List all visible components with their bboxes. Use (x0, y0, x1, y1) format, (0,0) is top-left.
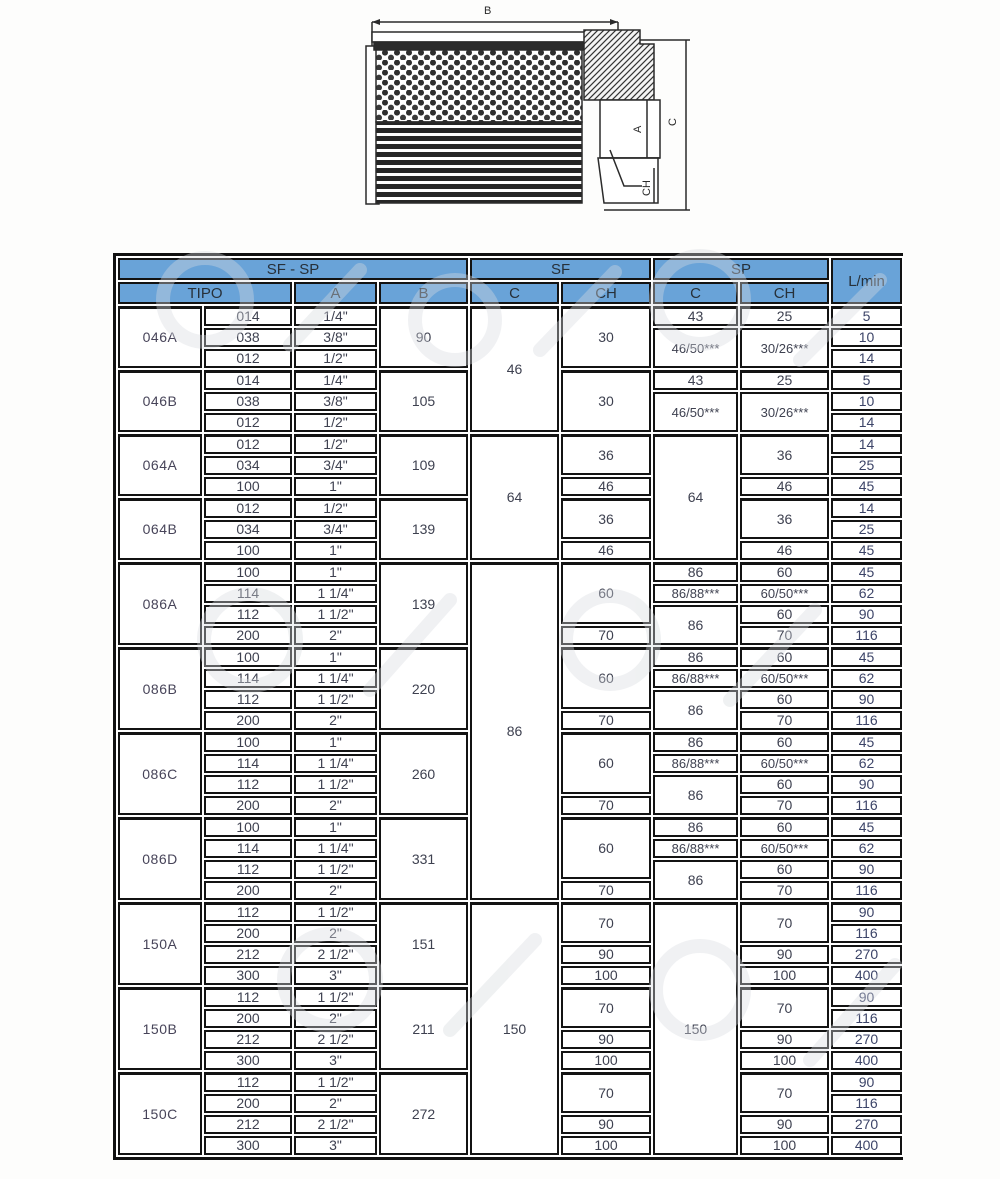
sp-ch-cell: 60 (740, 605, 829, 624)
thread-size-cell: 1 1/2" (294, 860, 377, 879)
sf-ch-cell: 36 (561, 434, 651, 475)
flow-rate-cell: 90 (831, 987, 902, 1007)
sp-ch-cell: 46 (740, 541, 829, 560)
sf-ch-cell: 60 (561, 817, 651, 879)
sp-c-cell: 86 (653, 605, 738, 645)
part-code-cell: 100 (204, 477, 292, 496)
thread-size-cell: 2 1/2" (294, 1030, 377, 1049)
sp-ch-cell: 100 (740, 966, 829, 985)
flow-rate-cell: 270 (831, 945, 902, 964)
sp-c-cell: 46/50*** (653, 392, 738, 432)
thread-size-cell: 1/2" (294, 498, 377, 518)
thread-size-cell: 3/8" (294, 392, 377, 411)
sp-c-cell: 86/88*** (653, 754, 738, 773)
sp-c-cell: 86 (653, 562, 738, 582)
col-header-c-sf: C (470, 282, 559, 304)
thread-size-cell: 1" (294, 477, 377, 496)
part-code-cell: 100 (204, 647, 292, 667)
sf-ch-cell: 70 (561, 711, 651, 730)
sp-ch-cell: 60 (740, 775, 829, 794)
flow-rate-cell: 90 (831, 605, 902, 624)
tipo-cell: 150B (118, 987, 202, 1070)
sp-ch-cell: 60/50*** (740, 754, 829, 773)
flow-rate-cell: 116 (831, 1094, 902, 1113)
thread-size-cell: 1 1/2" (294, 690, 377, 709)
thread-size-cell: 1/2" (294, 434, 377, 454)
filter-mesh-screen (376, 50, 582, 122)
sf-c-cell: 64 (470, 434, 559, 560)
part-code-cell: 112 (204, 1072, 292, 1092)
part-code-cell: 038 (204, 328, 292, 347)
part-code-cell: 112 (204, 860, 292, 879)
group-header-sf: SF (470, 258, 651, 280)
sp-ch-cell: 100 (740, 1136, 829, 1155)
length-b-cell: 139 (379, 498, 468, 560)
tipo-cell: 086B (118, 647, 202, 730)
sp-ch-cell: 60/50*** (740, 584, 829, 603)
part-code-cell: 112 (204, 775, 292, 794)
tipo-cell: 064A (118, 434, 202, 496)
flow-rate-cell: 14 (831, 413, 902, 432)
thread-size-cell: 1/2" (294, 349, 377, 368)
thread-size-cell: 1 1/2" (294, 902, 377, 922)
length-b-cell: 331 (379, 817, 468, 900)
flow-rate-cell: 90 (831, 1072, 902, 1092)
thread-size-cell: 3" (294, 1136, 377, 1155)
part-code-cell: 012 (204, 498, 292, 518)
sp-ch-cell: 60 (740, 647, 829, 667)
part-code-cell: 100 (204, 562, 292, 582)
sp-ch-cell: 60 (740, 562, 829, 582)
filter-port-block (600, 100, 660, 158)
sp-ch-cell: 60/50*** (740, 669, 829, 688)
part-code-cell: 014 (204, 370, 292, 390)
length-b-cell: 90 (379, 306, 468, 368)
sp-ch-cell: 70 (740, 881, 829, 900)
thread-size-cell: 2 1/2" (294, 1115, 377, 1134)
part-code-cell: 200 (204, 1094, 292, 1113)
dim-ch-label: CH (641, 180, 653, 196)
flow-rate-cell: 45 (831, 562, 902, 582)
flow-rate-cell: 10 (831, 392, 902, 411)
part-code-cell: 200 (204, 881, 292, 900)
flow-rate-cell: 90 (831, 690, 902, 709)
tipo-cell: 086D (118, 817, 202, 900)
sf-ch-cell: 70 (561, 796, 651, 815)
flow-rate-cell: 116 (831, 881, 902, 900)
sp-ch-cell: 100 (740, 1051, 829, 1070)
flow-rate-cell: 90 (831, 775, 902, 794)
flow-rate-cell: 5 (831, 306, 902, 326)
flow-rate-cell: 45 (831, 541, 902, 560)
thread-size-cell: 1 1/2" (294, 1072, 377, 1092)
filter-top-rim (372, 32, 586, 42)
thread-size-cell: 3" (294, 966, 377, 985)
sf-c-cell: 86 (470, 562, 559, 900)
part-code-cell: 114 (204, 754, 292, 773)
part-code-cell: 100 (204, 732, 292, 752)
part-code-cell: 112 (204, 605, 292, 624)
sp-ch-cell: 60 (740, 732, 829, 752)
sp-c-cell: 86/88*** (653, 584, 738, 603)
sp-c-cell: 86 (653, 860, 738, 900)
sf-ch-cell: 70 (561, 902, 651, 943)
part-code-cell: 112 (204, 690, 292, 709)
tipo-cell: 064B (118, 498, 202, 560)
sp-ch-cell: 60 (740, 690, 829, 709)
flow-rate-cell: 62 (831, 584, 902, 603)
flow-rate-cell: 45 (831, 647, 902, 667)
col-header-c-sp: C (653, 282, 738, 304)
sp-c-cell: 43 (653, 370, 738, 390)
part-code-cell: 012 (204, 413, 292, 432)
flow-rate-cell: 14 (831, 498, 902, 518)
col-header-ch-sf: CH (561, 282, 651, 304)
group-header-sp: SP (653, 258, 829, 280)
part-code-cell: 034 (204, 456, 292, 475)
tipo-cell: 046B (118, 370, 202, 432)
sp-ch-cell: 90 (740, 945, 829, 964)
flow-rate-cell: 62 (831, 669, 902, 688)
sp-ch-cell: 30/26*** (740, 392, 829, 432)
part-code-cell: 100 (204, 541, 292, 560)
sf-ch-cell: 70 (561, 1072, 651, 1113)
sp-c-cell: 86 (653, 690, 738, 730)
sf-ch-cell: 30 (561, 306, 651, 368)
thread-size-cell: 1 1/2" (294, 775, 377, 794)
sp-ch-cell: 25 (740, 306, 829, 326)
sp-c-cell: 86/88*** (653, 839, 738, 858)
length-b-cell: 272 (379, 1072, 468, 1155)
thread-size-cell: 1" (294, 732, 377, 752)
flow-rate-cell: 25 (831, 520, 902, 539)
sp-ch-cell: 25 (740, 370, 829, 390)
flow-rate-cell: 116 (831, 924, 902, 943)
part-code-cell: 034 (204, 520, 292, 539)
flow-rate-cell: 45 (831, 817, 902, 837)
flow-rate-cell: 116 (831, 1009, 902, 1028)
sp-c-cell: 86 (653, 817, 738, 837)
sp-ch-cell: 36 (740, 434, 829, 475)
thread-size-cell: 1" (294, 541, 377, 560)
col-header-b: B (379, 282, 468, 304)
flow-rate-cell: 62 (831, 839, 902, 858)
part-code-cell: 114 (204, 839, 292, 858)
thread-size-cell: 2" (294, 711, 377, 730)
part-code-cell: 212 (204, 1030, 292, 1049)
sf-ch-cell: 30 (561, 370, 651, 432)
thread-size-cell: 3/4" (294, 520, 377, 539)
flow-rate-cell: 116 (831, 796, 902, 815)
sp-c-cell: 46/50*** (653, 328, 738, 368)
spec-table (116, 256, 904, 1157)
sp-ch-cell: 70 (740, 711, 829, 730)
part-code-cell: 112 (204, 902, 292, 922)
length-b-cell: 220 (379, 647, 468, 730)
part-code-cell: 038 (204, 392, 292, 411)
part-code-cell: 200 (204, 796, 292, 815)
tipo-cell: 150A (118, 902, 202, 985)
sf-ch-cell: 100 (561, 966, 651, 985)
flow-rate-cell: 10 (831, 328, 902, 347)
flow-rate-cell: 14 (831, 349, 902, 368)
sf-ch-cell: 36 (561, 498, 651, 539)
sp-ch-cell: 60 (740, 817, 829, 837)
flow-rate-cell: 400 (831, 1051, 902, 1070)
thread-size-cell: 2" (294, 924, 377, 943)
length-b-cell: 105 (379, 370, 468, 432)
thread-size-cell: 1" (294, 647, 377, 667)
sp-ch-cell: 60 (740, 860, 829, 879)
sf-c-cell: 46 (470, 306, 559, 432)
sp-ch-cell: 46 (740, 477, 829, 496)
thread-size-cell: 2" (294, 796, 377, 815)
flow-rate-cell: 25 (831, 456, 902, 475)
flow-rate-cell: 14 (831, 434, 902, 454)
flow-rate-cell: 270 (831, 1115, 902, 1134)
thread-size-cell: 2" (294, 1009, 377, 1028)
part-code-cell: 114 (204, 669, 292, 688)
sp-c-cell: 43 (653, 306, 738, 326)
sf-ch-cell: 60 (561, 732, 651, 794)
flow-rate-cell: 90 (831, 902, 902, 922)
sf-ch-cell: 60 (561, 647, 651, 709)
sf-ch-cell: 70 (561, 626, 651, 645)
part-code-cell: 114 (204, 584, 292, 603)
dim-a-label: A (632, 125, 644, 133)
part-code-cell: 212 (204, 1115, 292, 1134)
sp-ch-cell: 70 (740, 626, 829, 645)
tipo-cell: 086A (118, 562, 202, 645)
col-header-tipo: TIPO (118, 282, 292, 304)
part-code-cell: 300 (204, 1136, 292, 1155)
flow-rate-cell: 270 (831, 1030, 902, 1049)
thread-size-cell: 3/4" (294, 456, 377, 475)
sf-ch-cell: 100 (561, 1136, 651, 1155)
sp-ch-cell: 70 (740, 1072, 829, 1113)
sp-ch-cell: 70 (740, 987, 829, 1028)
thread-size-cell: 3" (294, 1051, 377, 1070)
filter-top-band (374, 42, 584, 50)
sf-ch-cell: 60 (561, 562, 651, 624)
sp-ch-cell: 60/50*** (740, 839, 829, 858)
sf-ch-cell: 46 (561, 477, 651, 496)
part-code-cell: 200 (204, 1009, 292, 1028)
part-code-cell: 112 (204, 987, 292, 1007)
thread-size-cell: 1 1/2" (294, 605, 377, 624)
thread-size-cell: 1/4" (294, 306, 377, 326)
dim-c-label: C (667, 118, 679, 126)
thread-size-cell: 1/4" (294, 370, 377, 390)
thread-size-cell: 2 1/2" (294, 945, 377, 964)
length-b-cell: 151 (379, 902, 468, 985)
length-b-cell: 211 (379, 987, 468, 1070)
thread-size-cell: 1 1/4" (294, 584, 377, 603)
sp-c-cell: 64 (653, 434, 738, 560)
filter-technical-drawing (358, 0, 698, 228)
length-b-cell: 139 (379, 562, 468, 645)
sf-ch-cell: 70 (561, 987, 651, 1028)
part-code-cell: 200 (204, 711, 292, 730)
thread-size-cell: 3/8" (294, 328, 377, 347)
sp-ch-cell: 90 (740, 1030, 829, 1049)
thread-size-cell: 1 1/4" (294, 839, 377, 858)
thread-size-cell: 2" (294, 626, 377, 645)
sf-ch-cell: 90 (561, 1030, 651, 1049)
part-code-cell: 212 (204, 945, 292, 964)
part-code-cell: 012 (204, 434, 292, 454)
col-header-lmin: L/min (831, 258, 902, 304)
part-code-cell: 012 (204, 349, 292, 368)
col-header-a: A (294, 282, 377, 304)
thread-size-cell: 1/2" (294, 413, 377, 432)
sf-ch-cell: 90 (561, 945, 651, 964)
thread-size-cell: 2" (294, 881, 377, 900)
flow-rate-cell: 90 (831, 860, 902, 879)
filter-pleats (376, 122, 582, 203)
sf-ch-cell: 90 (561, 1115, 651, 1134)
part-code-cell: 300 (204, 1051, 292, 1070)
sp-ch-cell: 90 (740, 1115, 829, 1134)
sp-c-cell: 150 (653, 902, 738, 1155)
spec-table-frame (113, 253, 903, 1160)
sf-ch-cell: 100 (561, 1051, 651, 1070)
sf-c-cell: 150 (470, 902, 559, 1155)
part-code-cell: 014 (204, 306, 292, 326)
sp-ch-cell: 70 (740, 902, 829, 943)
part-code-cell: 200 (204, 626, 292, 645)
sp-ch-cell: 36 (740, 498, 829, 539)
flow-rate-cell: 5 (831, 370, 902, 390)
sp-c-cell: 86 (653, 775, 738, 815)
sp-ch-cell: 70 (740, 796, 829, 815)
flow-rate-cell: 116 (831, 626, 902, 645)
part-code-cell: 300 (204, 966, 292, 985)
col-header-ch-sp: CH (740, 282, 829, 304)
flow-rate-cell: 45 (831, 477, 902, 496)
tipo-cell: 086C (118, 732, 202, 815)
sp-c-cell: 86/88*** (653, 669, 738, 688)
thread-size-cell: 1 1/4" (294, 754, 377, 773)
thread-size-cell: 1" (294, 562, 377, 582)
length-b-cell: 109 (379, 434, 468, 496)
flow-rate-cell: 400 (831, 1136, 902, 1155)
flow-rate-cell: 400 (831, 966, 902, 985)
sp-ch-cell: 30/26*** (740, 328, 829, 368)
flow-rate-cell: 45 (831, 732, 902, 752)
tipo-cell: 150C (118, 1072, 202, 1155)
flow-rate-cell: 62 (831, 754, 902, 773)
flow-rate-cell: 116 (831, 711, 902, 730)
dim-b-label: B (484, 5, 492, 17)
thread-size-cell: 1 1/2" (294, 987, 377, 1007)
thread-size-cell: 2" (294, 1094, 377, 1113)
sf-ch-cell: 46 (561, 541, 651, 560)
sp-c-cell: 86 (653, 732, 738, 752)
length-b-cell: 260 (379, 732, 468, 815)
part-code-cell: 200 (204, 924, 292, 943)
part-code-cell: 100 (204, 817, 292, 837)
group-header-sfsp: SF - SP (118, 258, 468, 280)
sp-c-cell: 86 (653, 647, 738, 667)
tipo-cell: 046A (118, 306, 202, 368)
thread-size-cell: 1 1/4" (294, 669, 377, 688)
thread-size-cell: 1" (294, 817, 377, 837)
sf-ch-cell: 70 (561, 881, 651, 900)
filter-drawing-svg (358, 0, 698, 228)
